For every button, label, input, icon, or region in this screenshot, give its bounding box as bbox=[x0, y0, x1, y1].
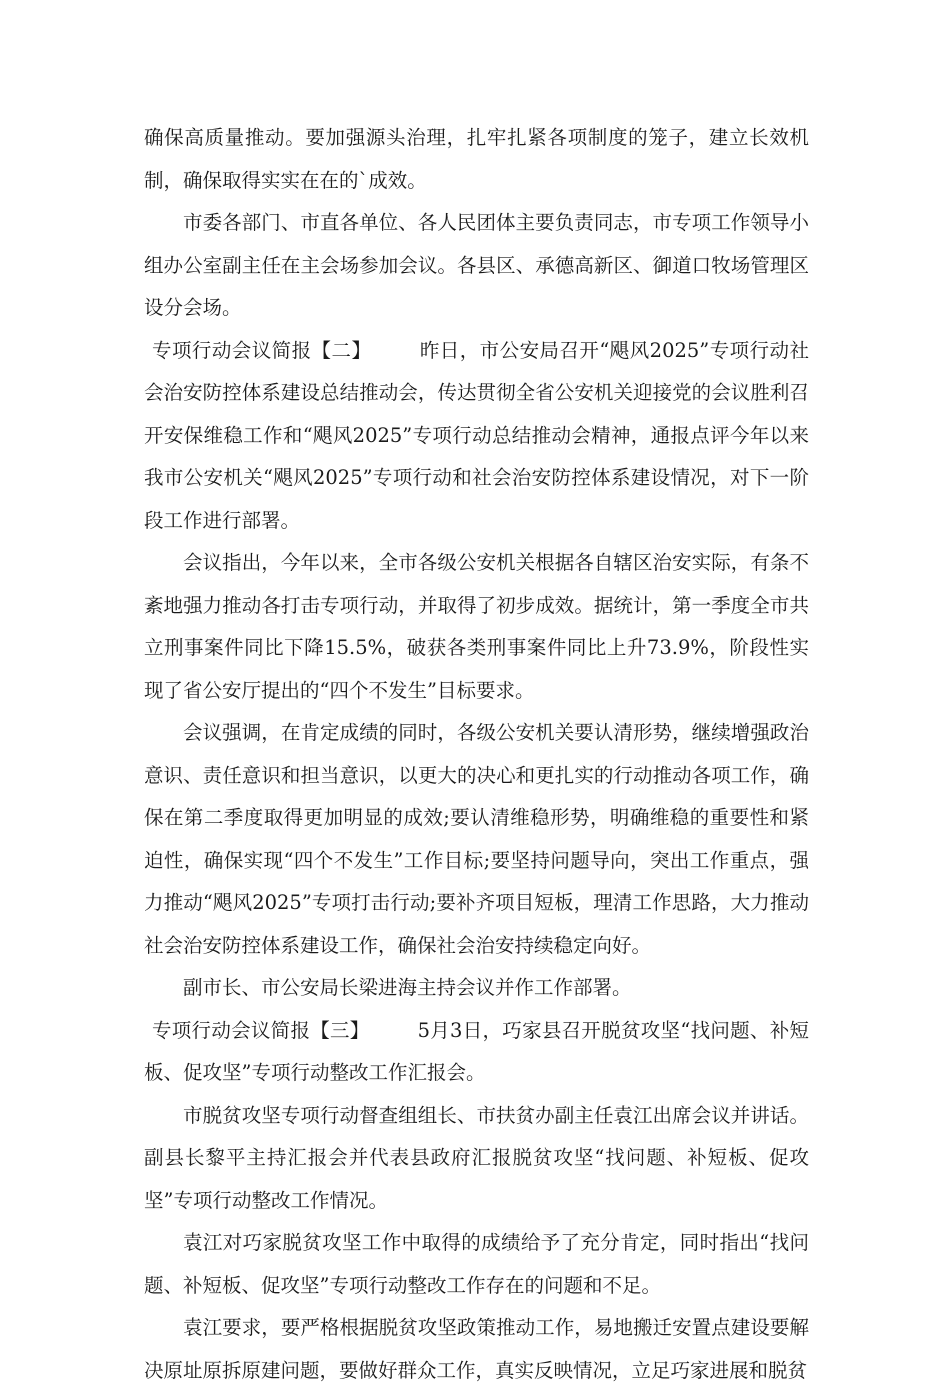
section-2-paragraph: 会议指出，今年以来，全市各级公安机关根据各自辖区治安实际，有条不紊地强力推动各打击专项行动，并取得了初步成效。据统计，第一季度全市共立刑事案件同比下降15.5%，破获各类刑事案件同比上升73.9%，阶段性实现了省公安厅提出的“四个不发生”目标要求。 bbox=[144, 551, 809, 702]
paragraph-closing-1: 确保高质量推动。要加强源头治理，扎牢扎紧各项制度的笼子，建立长效机制，确保取得实实在在的`成效。 bbox=[144, 126, 809, 192]
section-2-heading bbox=[144, 330, 809, 543]
section-2-lead: 昨日，市公安局召开“飓风2025”专项行动社会治安防控体系建设总结推动会，传达贯彻全省公安机关迎接党的会议胜利召开安保维稳工作和“飓风2025”专项行动总结推动会精神，通报点评今年以来我市公安机关“飓风2025”专项行动和社会治安防控体系建设情况，对下一阶段工作进行部署。 bbox=[144, 338, 809, 532]
section-3-lead: 5月3日，巧家县召开脱贫攻坚“找问题、补短板、促攻坚”专项行动整改工作汇报会。 bbox=[144, 1018, 809, 1084]
section-3-paragraph: 袁江要求，要严格根据脱贫攻坚政策推动工作，易地搬迁安置点建设要解决原址原拆原建问题，要做好群众工作，真实反映情况，立足巧家进展和脱贫 bbox=[144, 1316, 809, 1382]
section-2-paragraph: 副市长、市公安局长梁进海主持会议并作工作部署。 bbox=[183, 976, 632, 999]
document-page bbox=[144, 117, 809, 1392]
section-3-paragraph: 袁江对巧家脱贫攻坚工作中取得的成绩给予了充分肯定，同时指出“找问题、补短板、促攻坚”专项行动整改工作存在的问题和不足。 bbox=[144, 1231, 809, 1297]
section-3-title: 专项行动会议简报【三】 bbox=[152, 1018, 370, 1042]
section-3-paragraph: 市脱贫攻坚专项行动督查组组长、市扶贫办副主任袁江出席会议并讲话。副县长黎平主持汇报会并代表县政府汇报脱贫攻坚“找问题、补短板、促攻坚”专项行动整改工作情况。 bbox=[144, 1103, 809, 1212]
section-3-heading bbox=[144, 1010, 809, 1095]
section-2-title: 专项行动会议简报【二】 bbox=[152, 338, 372, 362]
paragraph-attendees: 市委各部门、市直各单位、各人民团体主要负责同志，市专项工作领导小组办公室副主任在主会场参加会议。各县区、承德高新区、御道口牧场管理区设分会场。 bbox=[144, 211, 809, 319]
section-2-paragraph: 会议强调，在肯定成绩的同时，各级公安机关要认清形势，继续增强政治意识、责任意识和担当意识，以更大的决心和更扎实的行动推动各项工作，确保在第二季度取得更加明显的成效;要认清维稳形势，明确维稳的重要性和紧迫性，确保实现“四个不发生”工作目标;要坚持问题导向，突出工作重点，强力推动“飓风2025”专项打击行动;要补齐项目短板，理清工作思路，大力推动社会治安防控体系建设工作，确保社会治安持续稳定向好。 bbox=[144, 721, 809, 957]
